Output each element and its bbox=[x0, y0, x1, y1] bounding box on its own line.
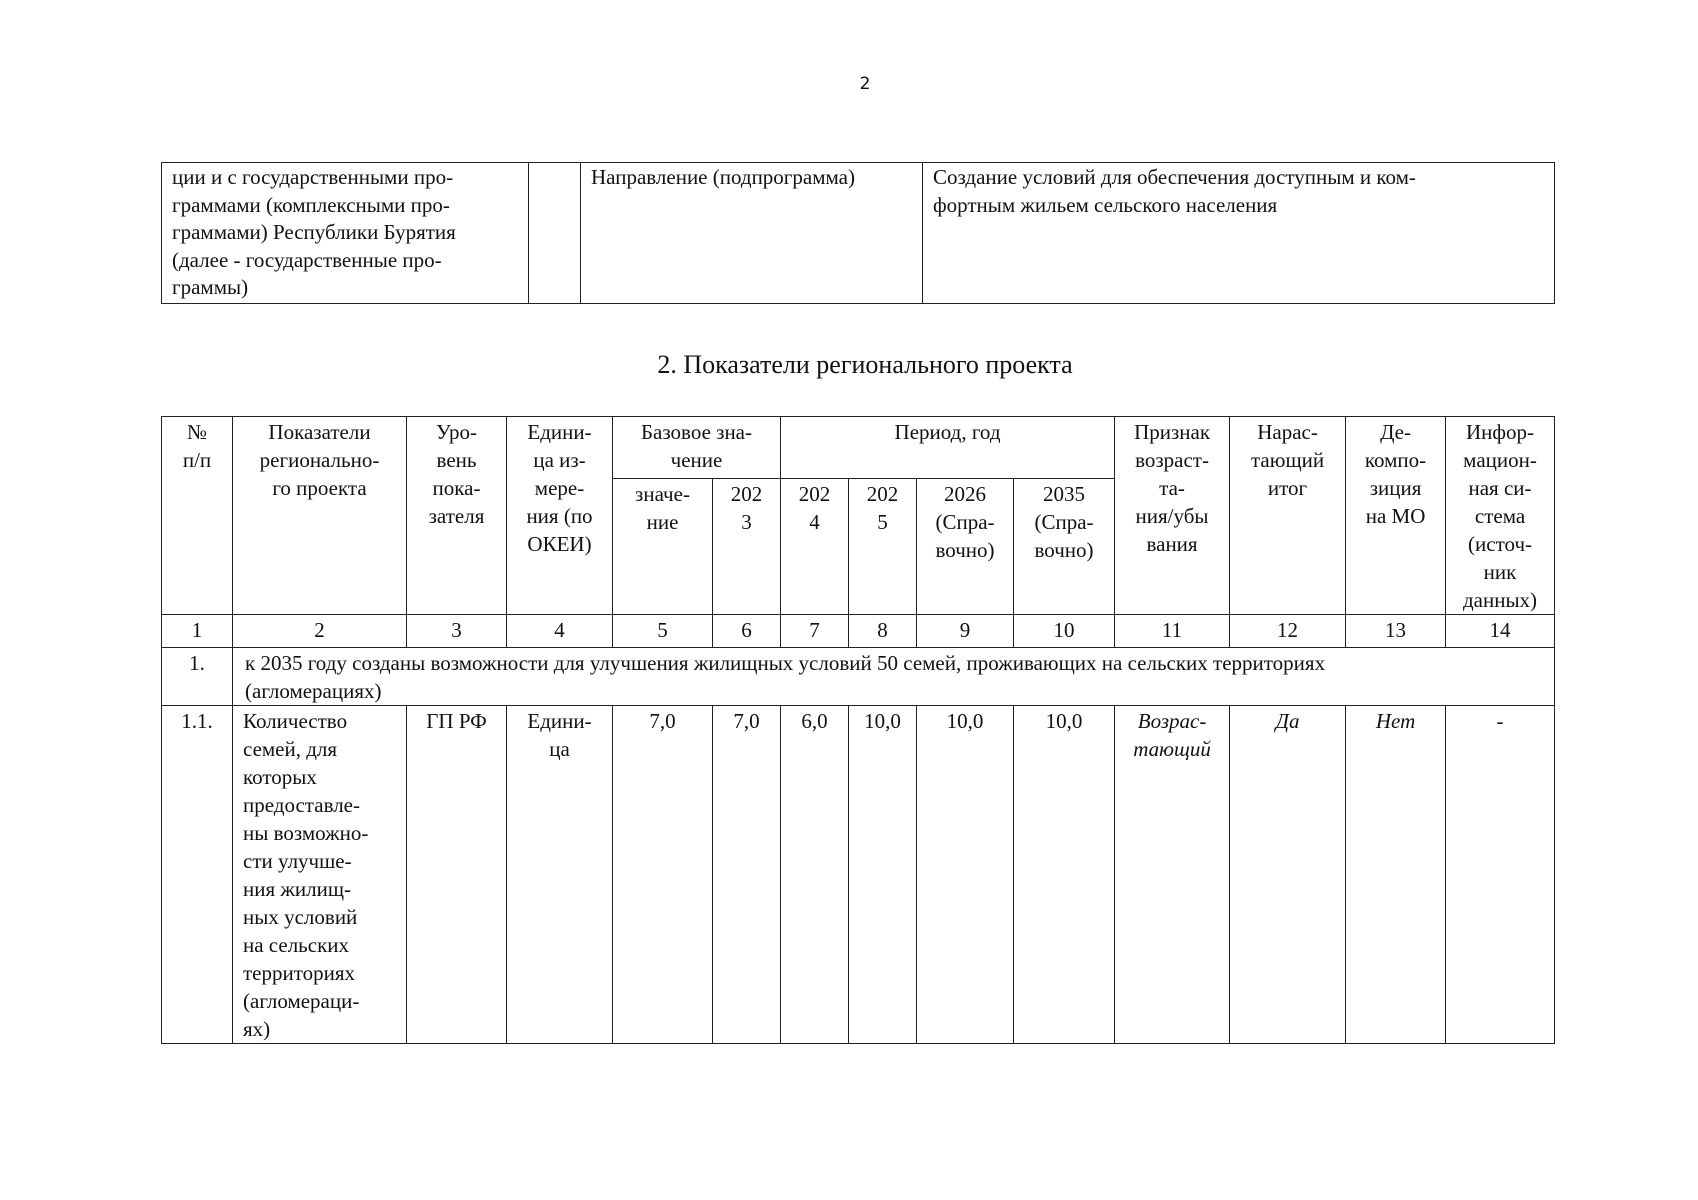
project-link-table bbox=[161, 162, 1555, 304]
header-line: 5 bbox=[877, 510, 888, 535]
column-number: 12 bbox=[1230, 615, 1346, 648]
text-line: ции и с государственными про- bbox=[172, 165, 454, 189]
header-line: пока- bbox=[432, 476, 481, 500]
header-line: ная си- bbox=[1468, 476, 1532, 500]
header-line: регионально- bbox=[259, 448, 380, 472]
text-line: (агломераци- bbox=[243, 989, 360, 1013]
direction-label: Направление (подпрограмма) bbox=[591, 165, 855, 189]
header-line: чение bbox=[670, 448, 723, 472]
header-line: данных) bbox=[1462, 588, 1538, 612]
header-line: ния (по bbox=[526, 504, 593, 528]
header-line: стема bbox=[1474, 504, 1526, 528]
header-line: № bbox=[186, 420, 208, 444]
indicator-base-value: 7,0 bbox=[613, 706, 713, 1044]
header-line: Период, год bbox=[894, 420, 1001, 444]
text-line: Едини- bbox=[527, 709, 592, 733]
column-number: 6 bbox=[713, 615, 781, 648]
header-line: Де- bbox=[1380, 420, 1411, 444]
text-line: к 2035 году созданы возможности для улучшения жилищных условий 50 семей, проживающих на сельских территориях bbox=[245, 651, 1326, 675]
text-line: фортным жильем сельского населения bbox=[933, 192, 1278, 217]
indicator-unit bbox=[507, 706, 613, 1044]
goal-num: 1. bbox=[162, 648, 233, 706]
header-line: на МО bbox=[1365, 504, 1426, 528]
header-sign bbox=[1115, 417, 1230, 615]
header-line: итог bbox=[1267, 476, 1308, 500]
header-line: Базовое зна- bbox=[641, 420, 752, 444]
header-decomposition bbox=[1346, 417, 1446, 615]
header-line: тающий bbox=[1251, 448, 1325, 472]
header-line: возраст- bbox=[1135, 448, 1209, 472]
indicator-value-2025: 10,0 bbox=[849, 706, 917, 1044]
header-line: 3 bbox=[741, 510, 752, 535]
header-line: 2035 bbox=[1043, 482, 1086, 507]
text-line: граммами) Республики Бурятия bbox=[172, 220, 456, 244]
header-line: мацион- bbox=[1463, 448, 1537, 472]
column-number: 8 bbox=[849, 615, 917, 648]
header-year-2025 bbox=[849, 479, 917, 615]
header-num bbox=[162, 417, 233, 615]
text-line: тающий bbox=[1133, 737, 1211, 761]
header-info-system bbox=[1446, 417, 1555, 615]
header-line: мере- bbox=[534, 476, 585, 500]
header-line: вень bbox=[436, 448, 477, 472]
text-line: семей, для bbox=[243, 737, 338, 761]
header-line: 2026 bbox=[944, 482, 986, 507]
indicator-sign bbox=[1115, 706, 1230, 1044]
header-line: го проекта bbox=[272, 476, 367, 500]
header-line: 202 bbox=[866, 482, 899, 507]
header-line: п/п bbox=[182, 448, 212, 472]
header-year-2035 bbox=[1014, 479, 1115, 615]
header-line: ния/убы bbox=[1135, 504, 1209, 528]
header-base-value-sub bbox=[613, 479, 713, 615]
header-line: 4 bbox=[809, 510, 820, 535]
state-programs-cell bbox=[162, 163, 529, 304]
header-line: ца из- bbox=[533, 448, 586, 472]
header-line: 202 bbox=[798, 482, 831, 507]
header-line: ОКЕИ) bbox=[527, 532, 592, 556]
header-line: та- bbox=[1159, 476, 1185, 500]
page-number: 2 bbox=[859, 74, 871, 94]
header-row bbox=[162, 417, 1555, 479]
goal-row bbox=[162, 648, 1555, 706]
header-period bbox=[781, 417, 1115, 479]
text-line: сти улучше- bbox=[243, 849, 352, 873]
header-line: 202 bbox=[730, 482, 763, 507]
text-line: территориях bbox=[243, 961, 356, 985]
header-line: вочно) bbox=[1034, 538, 1094, 563]
header-level bbox=[407, 417, 507, 615]
indicator-info-system: - bbox=[1446, 706, 1555, 1044]
header-line: ник bbox=[1483, 560, 1517, 584]
empty-cell bbox=[529, 163, 581, 304]
text-line: которых bbox=[243, 765, 317, 789]
column-number: 9 bbox=[917, 615, 1014, 648]
text-line: граммы) bbox=[172, 275, 249, 299]
goal-text bbox=[233, 648, 1555, 706]
column-number: 7 bbox=[781, 615, 849, 648]
indicator-value-2024: 6,0 bbox=[781, 706, 849, 1044]
text-line: ца bbox=[549, 737, 570, 761]
direction-label-cell bbox=[581, 163, 923, 304]
indicator-cumulative: Да bbox=[1230, 706, 1346, 1044]
header-line: Признак bbox=[1134, 420, 1211, 444]
text-line: ях) bbox=[243, 1017, 271, 1041]
indicator-name bbox=[233, 706, 407, 1044]
header-line: зиция bbox=[1369, 476, 1422, 500]
project-link-row bbox=[162, 163, 1555, 304]
header-line: вочно) bbox=[935, 538, 995, 563]
column-number: 13 bbox=[1346, 615, 1446, 648]
text-line: (агломерациях) bbox=[245, 679, 382, 703]
text-line: Возрас- bbox=[1137, 709, 1207, 733]
section-title: 2. Показатели регионального проекта bbox=[657, 350, 1073, 379]
column-number: 11 bbox=[1115, 615, 1230, 648]
header-base-year-sub bbox=[713, 479, 781, 615]
indicator-row bbox=[162, 706, 1555, 1044]
header-line: вания bbox=[1146, 532, 1198, 556]
header-indicator bbox=[233, 417, 407, 615]
header-year-2024 bbox=[781, 479, 849, 615]
column-number: 2 bbox=[233, 615, 407, 648]
header-line: (Спра- bbox=[1034, 510, 1094, 535]
text-line: граммами (комплексными про- bbox=[172, 192, 450, 217]
header-unit bbox=[507, 417, 613, 615]
text-line: предоставле- bbox=[243, 793, 360, 817]
header-line: компо- bbox=[1364, 448, 1427, 472]
column-number: 10 bbox=[1014, 615, 1115, 648]
text-line: ны возможно- bbox=[243, 821, 369, 845]
indicator-base-year-value: 7,0 bbox=[713, 706, 781, 1044]
text-line: ния жилищ- bbox=[243, 877, 352, 901]
column-number: 14 bbox=[1446, 615, 1555, 648]
header-year-2026 bbox=[917, 479, 1014, 615]
indicator-value-2035: 10,0 bbox=[1014, 706, 1115, 1044]
header-line: Нарас- bbox=[1257, 420, 1318, 444]
header-line: Уро- bbox=[435, 420, 477, 444]
header-line: значе- bbox=[635, 482, 690, 507]
indicators-table bbox=[161, 416, 1555, 1044]
text-line: ных условий bbox=[243, 905, 358, 929]
column-number: 1 bbox=[162, 615, 233, 648]
text-line: (далее - государственные про- bbox=[172, 247, 442, 272]
column-numbers-row bbox=[162, 615, 1555, 648]
column-number: 5 bbox=[613, 615, 713, 648]
header-line: (Спра- bbox=[935, 510, 995, 535]
indicator-level: ГП РФ bbox=[407, 706, 507, 1044]
column-number: 4 bbox=[507, 615, 613, 648]
text-line: Количество bbox=[243, 709, 348, 733]
text-line: Создание условий для обеспечения доступным и ком- bbox=[933, 165, 1416, 189]
indicator-value-2026: 10,0 bbox=[917, 706, 1014, 1044]
header-line: Инфор- bbox=[1466, 420, 1535, 444]
direction-value-cell bbox=[923, 163, 1555, 304]
header-line: (источ- bbox=[1468, 532, 1532, 556]
header-line: Показатели bbox=[268, 420, 371, 444]
header-line: Едини- bbox=[527, 420, 592, 444]
column-number: 3 bbox=[407, 615, 507, 648]
header-line: ние bbox=[646, 510, 679, 535]
text-line: на сельских bbox=[243, 933, 350, 957]
indicator-num: 1.1. bbox=[162, 706, 233, 1044]
indicator-decomposition: Нет bbox=[1346, 706, 1446, 1044]
header-base-value bbox=[613, 417, 781, 479]
header-line: зателя bbox=[428, 504, 485, 528]
header-cumulative bbox=[1230, 417, 1346, 615]
